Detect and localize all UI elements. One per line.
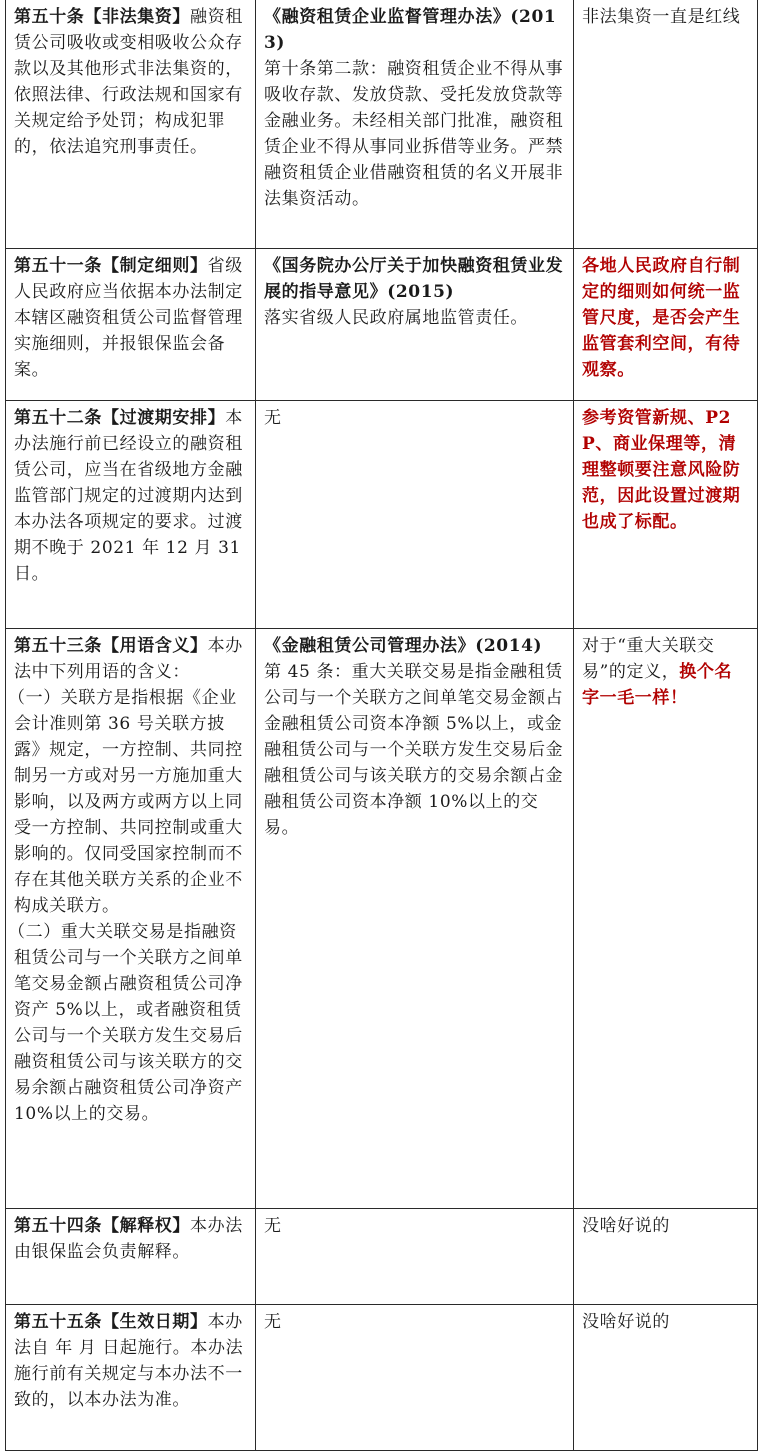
regulation-comparison-table xyxy=(5,0,758,1451)
reference-cell xyxy=(256,0,574,248)
article-title: 第五十条【非法集资】 xyxy=(14,7,190,27)
reference-body: 第十条第二款：融资租赁企业不得从事吸收存款、发放贷款、受托发放贷款等金融业务。未经相关部门批准，融资租赁企业不得从事同业拆借等业务。严禁融资租赁企业借融资租赁的名义开展非法集资活动。 xyxy=(264,59,564,209)
table-row xyxy=(6,0,758,248)
article-body: 省级人民政府应当依据本办法制定本辖区融资租赁公司监督管理实施细则，并报银保监会备案。 xyxy=(14,255,243,380)
reference-source: 《国务院办公厅关于加快融资租赁业发展的指导意见》(2015) xyxy=(264,255,564,302)
article-title: 第五十五条【生效日期】 xyxy=(14,1311,208,1332)
comment-highlight: 各地人民政府自行制定的细则如何统一监管尺度，是否会产生监管套利空间，有待观察。 xyxy=(582,255,741,380)
comment-cell xyxy=(574,1304,758,1450)
article-cell xyxy=(6,628,256,1208)
reference-source: 《融资租赁企业监督管理办法》(2013) xyxy=(264,7,557,53)
comment-cell xyxy=(574,248,758,400)
comment-highlight: 参考资管新规、P2P、商业保理等，清理整顿要注意风险防范，因此设置过渡期也成了标配。 xyxy=(582,407,741,532)
article-item-1: （一）关联方是指根据《企业会计准则第 36 号关联方披露》规定，一方控制、共同控制另一方或对另一方施加重大影响，以及两方或两方以上同受一方控制、共同控制或重大影响的。仅同受国家控制而不存在其他关联方关系的企业不构成关联方。 xyxy=(8,687,243,916)
comment-cell xyxy=(574,400,758,628)
comment-cell xyxy=(574,0,758,248)
article-cell xyxy=(6,1304,256,1450)
article-item-2: （二）重大关联交易是指融资租赁公司与一个关联方之间单笔交易金额占融资租赁公司净资产 5%以上，或者融资租赁公司与一个关联方发生交易后融资租赁公司与该关联方的交易余额占融资租赁公司净资产 10%以上的交易。 xyxy=(8,921,243,1124)
comment-cell xyxy=(574,1208,758,1304)
reference-cell xyxy=(256,628,574,1208)
reference-body: 落实省级人民政府属地监管责任。 xyxy=(264,307,528,328)
table-row xyxy=(6,1208,758,1304)
table-row xyxy=(6,628,758,1208)
reference-cell xyxy=(256,248,574,400)
reference-cell xyxy=(256,1208,574,1304)
article-title: 第五十二条【过渡期安排】 xyxy=(14,407,226,428)
article-title: 第五十四条【解释权】 xyxy=(14,1215,190,1236)
comment-highlight: 换个名字一毛一样！ xyxy=(582,661,733,708)
comment-plain: 对于“重大关联交易”的定义， xyxy=(582,635,715,682)
article-body: 本办法中下列用语的含义： xyxy=(14,635,243,682)
article-title: 第五十三条【用语含义】 xyxy=(14,635,208,656)
reference-source: 《金融租赁公司管理办法》(2014) xyxy=(264,635,543,656)
reference-body: 无 xyxy=(264,1311,282,1332)
article-body: 本办法由银保监会负责解释。 xyxy=(14,1215,243,1262)
comment-plain: 非法集资一直是红线 xyxy=(582,7,741,27)
article-cell xyxy=(6,248,256,400)
reference-cell xyxy=(256,400,574,628)
table-row xyxy=(6,1304,758,1450)
article-body: 融资租赁公司吸收或变相吸收公众存款以及其他形式非法集资的，依照法律、行政法规和国家有关规定给予处罚；构成犯罪的，依法追究刑事责任。 xyxy=(14,7,243,157)
comment-plain: 没啥好说的 xyxy=(582,1311,670,1332)
comment-cell xyxy=(574,628,758,1208)
reference-body: 无 xyxy=(264,1215,282,1236)
article-cell xyxy=(6,400,256,628)
article-cell xyxy=(6,1208,256,1304)
reference-body: 无 xyxy=(264,407,282,428)
comment-plain: 没啥好说的 xyxy=(582,1215,670,1236)
table-row xyxy=(6,248,758,400)
table-row xyxy=(6,400,758,628)
article-cell xyxy=(6,0,256,248)
article-body: 本办法施行前已经设立的融资租赁公司，应当在省级地方金融监管部门规定的过渡期内达到本办法各项规定的要求。过渡期不晚于 2021 年 12 月 31 日。 xyxy=(14,407,243,584)
reference-body: 第 45 条：重大关联交易是指金融租赁公司与一个关联方之间单笔交易金额占金融租赁公司资本净额 5%以上，或金融租赁公司与一个关联方发生交易后金融租赁公司与该关联方的交易余额占金融租赁公司资本净额 10%以上的交易。 xyxy=(264,661,564,838)
reference-cell xyxy=(256,1304,574,1450)
article-body: 本办法自 年 月 日起施行。本办法施行前有关规定与本办法不一致的，以本办法为准。 xyxy=(14,1311,244,1410)
article-title: 第五十一条【制定细则】 xyxy=(14,255,208,276)
